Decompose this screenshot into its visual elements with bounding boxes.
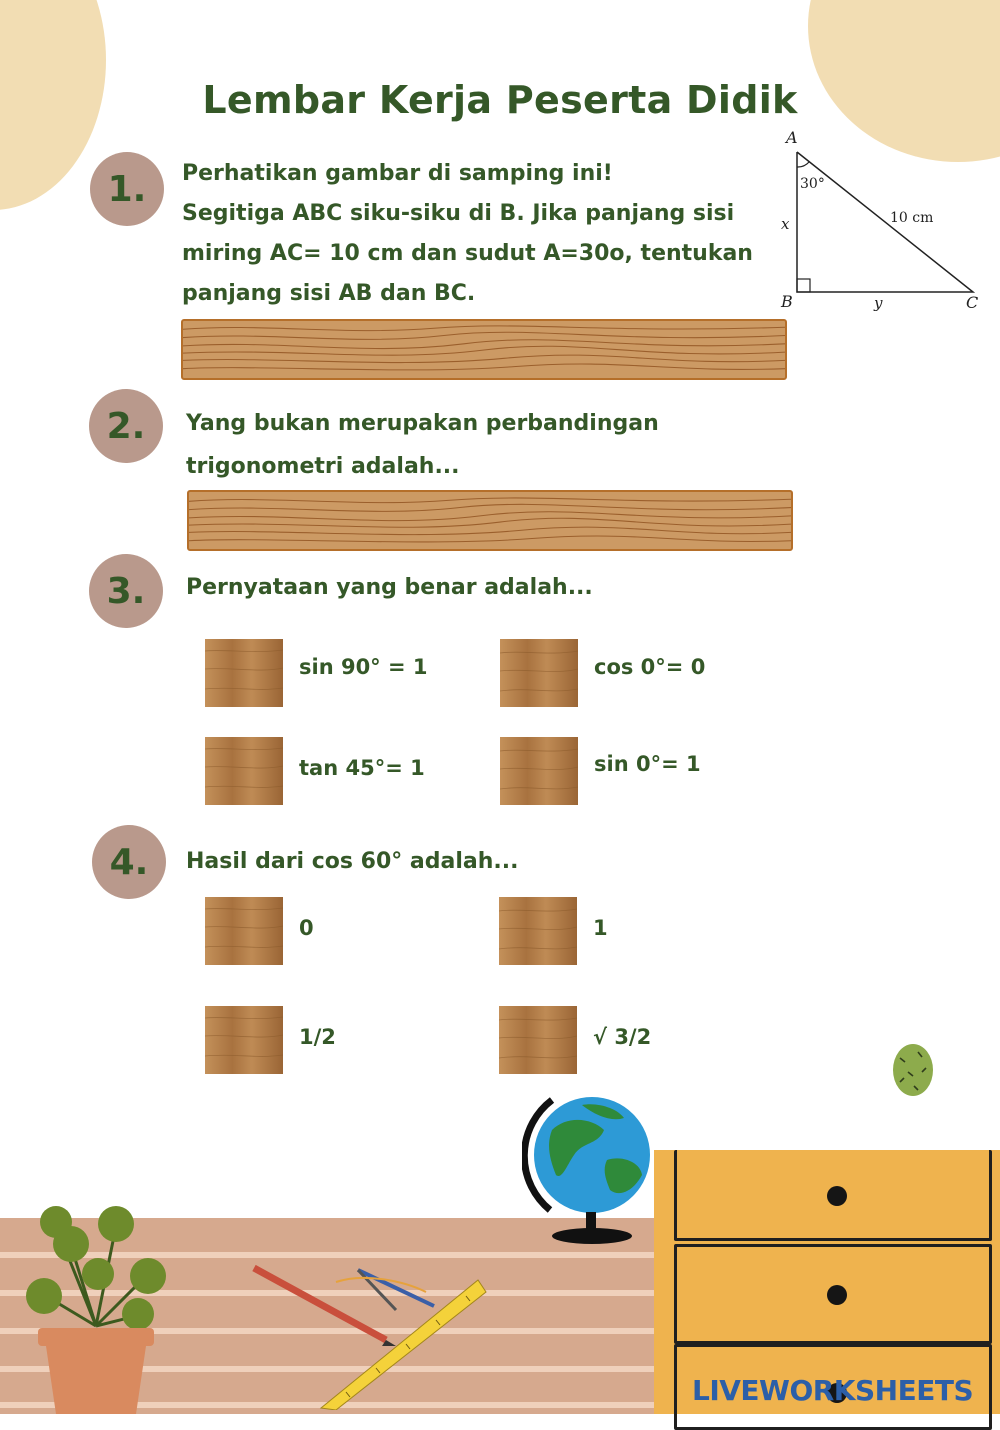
question-3-option-2-label: cos 0°= 0 bbox=[594, 655, 706, 679]
question-1-line: miring AC= 10 cm dan sudut A=30o, tentukan bbox=[182, 241, 753, 266]
wood-texture bbox=[205, 737, 283, 805]
question-2-text bbox=[186, 402, 786, 488]
wood-texture bbox=[205, 897, 283, 965]
drawer-knob bbox=[827, 1186, 847, 1206]
question-3-option-4-label: sin 0°= 1 bbox=[594, 752, 701, 776]
question-4-option-4-checkbox[interactable] bbox=[499, 1006, 577, 1074]
globe-icon bbox=[522, 1090, 662, 1245]
right-angle-marker bbox=[797, 279, 810, 292]
wood-texture bbox=[205, 1006, 283, 1074]
vertex-c-label: C bbox=[966, 293, 979, 312]
question-4-option-2-checkbox[interactable] bbox=[499, 897, 577, 965]
vertex-b-label: B bbox=[781, 292, 793, 311]
question-1-answer-field[interactable] bbox=[181, 319, 787, 380]
vertex-a-label: A bbox=[786, 128, 798, 147]
question-1-line: panjang sisi AB dan BC. bbox=[182, 281, 476, 306]
angle-arc bbox=[797, 162, 809, 167]
question-1-number: 1. bbox=[90, 152, 164, 226]
question-4-text: Hasil dari cos 60° adalah... bbox=[186, 849, 519, 874]
question-3-number: 3. bbox=[89, 554, 163, 628]
triangle-diagram bbox=[770, 126, 992, 316]
wood-texture bbox=[205, 639, 283, 707]
question-3-option-2-checkbox[interactable] bbox=[500, 639, 578, 707]
potted-plant-icon bbox=[16, 1196, 176, 1414]
question-2-line: trigonometri adalah... bbox=[186, 454, 460, 479]
question-4-option-3-label: 1/2 bbox=[299, 1025, 336, 1049]
wood-texture bbox=[500, 737, 578, 805]
question-2-line: Yang bukan merupakan perbandingan bbox=[186, 411, 659, 436]
question-3-text: Pernyataan yang benar adalah... bbox=[186, 575, 593, 600]
question-3-option-1-label: sin 90° = 1 bbox=[299, 655, 428, 679]
drawer-top bbox=[674, 1150, 992, 1241]
question-4-number: 4. bbox=[92, 825, 166, 899]
question-3-option-1-checkbox[interactable] bbox=[205, 639, 283, 707]
wood-texture bbox=[499, 897, 577, 965]
hypotenuse-label: 10 cm bbox=[890, 210, 934, 226]
question-3-option-3-checkbox[interactable] bbox=[205, 737, 283, 805]
wood-texture bbox=[499, 1006, 577, 1074]
question-2-answer-field[interactable] bbox=[187, 490, 793, 551]
question-4-option-2-label: 1 bbox=[593, 916, 608, 940]
question-2-number: 2. bbox=[89, 389, 163, 463]
side-bc-label: y bbox=[874, 294, 883, 312]
liveworksheets-logo: LIVEWORKSHEETS bbox=[692, 1374, 974, 1407]
drawer-middle bbox=[674, 1244, 992, 1344]
triangle-shape bbox=[797, 152, 973, 292]
question-4-option-1-checkbox[interactable] bbox=[205, 897, 283, 965]
wood-texture bbox=[500, 639, 578, 707]
question-1-line: Segitiga ABC siku-siku di B. Jika panjang sisi bbox=[182, 201, 735, 226]
angle-label: 30° bbox=[800, 176, 825, 192]
side-ab-label: x bbox=[781, 215, 790, 233]
question-3-option-3-label: tan 45°= 1 bbox=[299, 756, 425, 780]
wood-grain-pattern bbox=[189, 492, 791, 549]
page-title: Lembar Kerja Peserta Didik bbox=[202, 78, 798, 122]
question-1-text bbox=[182, 154, 772, 314]
question-4-option-3-checkbox[interactable] bbox=[205, 1006, 283, 1074]
drawer-knob bbox=[827, 1285, 847, 1305]
question-1-line: Perhatikan gambar di samping ini! bbox=[182, 161, 613, 186]
stationery-icon bbox=[246, 1262, 496, 1410]
question-4-option-4-label: √ 3/2 bbox=[593, 1025, 652, 1049]
wood-grain-pattern bbox=[183, 321, 785, 378]
cactus-icon bbox=[888, 1038, 938, 1100]
question-3-option-4-checkbox[interactable] bbox=[500, 737, 578, 805]
question-4-option-1-label: 0 bbox=[299, 916, 314, 940]
